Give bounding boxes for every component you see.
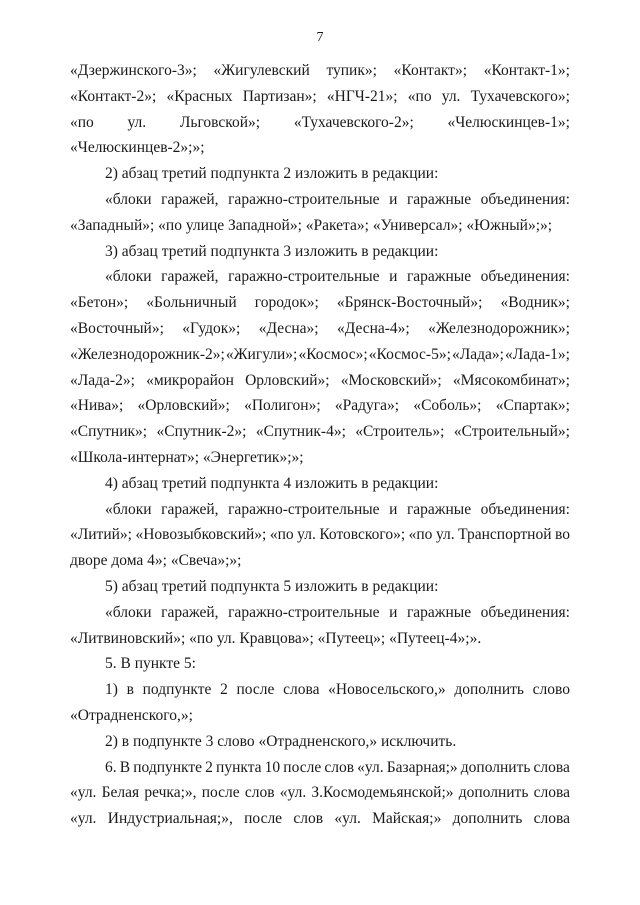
text-word: после [201,784,240,802]
text-word: Транспортной [458,526,552,544]
text-word: слов [244,784,275,802]
text-word: слов [324,758,355,776]
text-word: Белая [101,784,140,802]
text-word: городок»; [254,294,319,312]
text-word: «Брянск-Восточный»; [336,294,483,312]
text-line [105,190,570,210]
text-line [70,706,570,726]
text-word: «Железнодорожник-2»; [70,345,225,363]
text-word: «Дзержинского-3»; [70,62,197,79]
text-word: «Орловский»; [137,397,230,415]
text-word: «Школа-интернат»; «Энергетик»;»; [70,449,304,466]
text-line [105,603,570,623]
text-word: 2 [220,681,228,699]
text-word: Базарная;» [386,758,458,776]
text-word: «по [407,87,432,105]
text-word: слова [533,784,570,802]
text-word: 5) абзац третий подпункта 5 изложить в редакции: [105,578,439,595]
text-word: Тухачевского»; [470,87,570,105]
text-line [70,422,570,442]
text-word: «ул. [279,784,307,802]
text-line [70,138,570,158]
text-word: «Новосельского,» [328,681,446,699]
text-word: «Челюскинцев-1»; [447,113,570,131]
text-word: гаражно-строительные [228,191,380,208]
text-word: «Железнодорожник»; [428,320,570,337]
text-word: дополнить [452,810,523,828]
text-line [70,293,570,313]
text-line [70,371,570,391]
text-line [70,629,570,649]
text-line [70,319,570,339]
text-word: дополнить [454,681,524,699]
text-word: объединения: [480,191,570,208]
text-line [105,500,570,520]
text-line [70,525,570,545]
text-word: дополнить [458,784,529,802]
text-word: 5. В пункте 5: [105,655,196,673]
text-word: «Красных [166,87,233,105]
text-word: «ул. [70,810,97,828]
text-word: «Спартак»; [495,397,570,415]
text-word: «по [408,526,433,544]
text-word: «Жигули»; [225,345,298,363]
text-line [105,758,570,778]
text-word: «Больничный [146,294,237,312]
text-word: 2) в подпункте 3 слово «Отрадненского,» исключить. [105,732,457,750]
text-word: 2 [205,758,213,776]
text-line [105,577,570,597]
text-word: Котовского»; [319,526,406,544]
text-word: Партизан»; [242,87,317,105]
text-word: гаражей, [161,191,219,208]
text-word: «Строительный»; [453,423,570,441]
text-word: подпункте [133,758,203,776]
text-word: тупик»; [326,62,377,79]
text-word: и [389,191,398,208]
text-word: ул. [441,87,461,105]
text-word: 4) абзац третий подпункта 4 изложить в редакции: [105,474,439,492]
text-word: слов [293,810,324,828]
text-word: «блоки [105,603,152,621]
text-word: «Нива»; [70,397,124,415]
text-word: объединения: [480,603,570,621]
text-line [70,61,570,81]
text-word: гаражей, [161,603,219,621]
text-word: «Десна»; [258,320,319,337]
text-word: «Строитель»; [355,423,445,441]
text-word: «Жигулевский [213,62,310,79]
text-line [70,87,570,107]
text-word: «Новозыбковский»; [135,526,267,544]
text-word: слова [533,810,570,828]
text-word: «Контакт»; [393,62,468,79]
text-word: В [119,758,131,776]
text-word: «Отрадненского,»; [70,707,193,724]
text-line [70,113,570,133]
text-word: слово [532,681,570,699]
text-word: гаражные [406,500,472,518]
text-word: 1) [105,681,118,699]
text-word: 6. [105,758,117,776]
text-word: пункта [216,758,262,776]
text-word: слова [533,758,570,776]
text-word: во [555,526,570,544]
text-word: 3) абзац третий подпункта 3 изложить в редакции: [105,242,439,260]
text-word: объединения: [480,500,570,518]
text-word: и [389,500,398,518]
text-word: и [389,268,398,286]
text-word: слова [283,681,320,699]
text-word: 10 [264,758,281,776]
text-word: гаражей, [161,500,219,518]
text-word: ул. [127,113,147,131]
text-line [105,654,570,674]
text-word: «Космос-5»; [368,345,451,363]
text-word: гаражей, [161,268,219,286]
text-word: гаражно-строительные [228,603,380,621]
text-word: речка;», [144,784,197,802]
text-word: и [389,603,398,621]
text-word: гаражные [406,191,472,208]
text-word: «Космос»; [298,345,368,363]
text-word: «Спутник-4»; [255,423,346,441]
text-word: «Московский»; [340,371,442,389]
text-word: ул. [297,526,316,544]
text-word: «ул. [334,810,361,828]
text-line [70,216,570,236]
text-word: дворе дома 4»; «Свеча»;»; [70,552,242,570]
text-word: ул. [435,526,455,544]
text-word: «Лада-2»; [70,371,135,389]
text-line [105,474,570,494]
text-word: «по [269,526,294,544]
text-word: «блоки [105,191,152,208]
text-word: «Радуга»; [334,397,400,415]
text-line [70,345,570,365]
text-word: после [244,810,283,828]
text-word: «Гудок»; [182,320,241,337]
text-word: подпункте [142,681,212,699]
text-word: гаражные [406,268,472,286]
text-word: гаражно-строительные [228,500,380,518]
text-line [105,732,570,752]
text-word: 2) абзац третий подпункта 2 изложить в редакции: [105,165,439,183]
text-word: Орловский»; [245,371,330,389]
text-line [105,267,570,287]
text-word: «блоки [105,268,152,286]
text-word: «Тухачевского-2»; [293,113,414,131]
text-word: «Соболь»; [413,397,482,415]
text-word: «Литвиновский»; «по ул. Кравцова»; «Путеец»; «Путеец-4»;». [70,629,482,647]
text-word: Майская;» [372,810,442,828]
text-line [70,783,570,803]
text-word: «Лада»; [451,345,504,363]
text-word: «Десна-4»; [336,320,410,337]
text-line [70,396,570,416]
text-line [70,551,570,571]
text-word: «НГЧ-21»; [326,87,398,105]
text-word: «блоки [105,500,152,518]
text-word: дополнить [460,758,531,776]
text-word: «Литий»; [70,526,132,544]
text-word: объединения: [480,268,570,286]
page-number: 7 [316,30,324,45]
text-word: «Бетон»; [70,294,129,312]
text-word: «Западный»; «по улице Западной»; «Ракета»; «Универсал»; «Южный»;»; [70,216,553,234]
text-line [105,164,570,184]
text-word: «Спутник-2»; [156,423,247,441]
text-word: «Контакт-1»; [483,62,570,79]
text-word: Льговской»; [179,113,261,131]
text-line [70,809,570,829]
text-word: гаражные [406,603,472,621]
text-line [105,242,570,262]
text-word: «Лада-1»; [505,345,570,363]
text-word: Индустриальная;», [107,810,233,828]
text-word: «ул. [70,784,97,802]
text-word: «Водник»; [500,294,570,312]
text-word: «Мясокомбинат»; [452,371,570,389]
text-word: «Контакт-2»; [70,87,157,105]
text-word: «Восточный»; [70,320,164,337]
text-line [70,448,570,468]
text-word: «Полигон»; [244,397,321,415]
text-word: после [283,758,322,776]
text-line [105,680,570,700]
text-word: «ул. [357,758,384,776]
text-word: «микрорайон [146,371,234,389]
text-word: «Челюскинцев-2»;»; [70,139,205,157]
text-word: «по [70,113,94,131]
text-word: в [126,681,134,699]
text-word: З.Космодемьянской;» [311,784,454,802]
text-word: «Спутник»; [70,423,148,441]
text-word: гаражно-строительные [228,268,380,286]
text-word: после [236,681,275,699]
